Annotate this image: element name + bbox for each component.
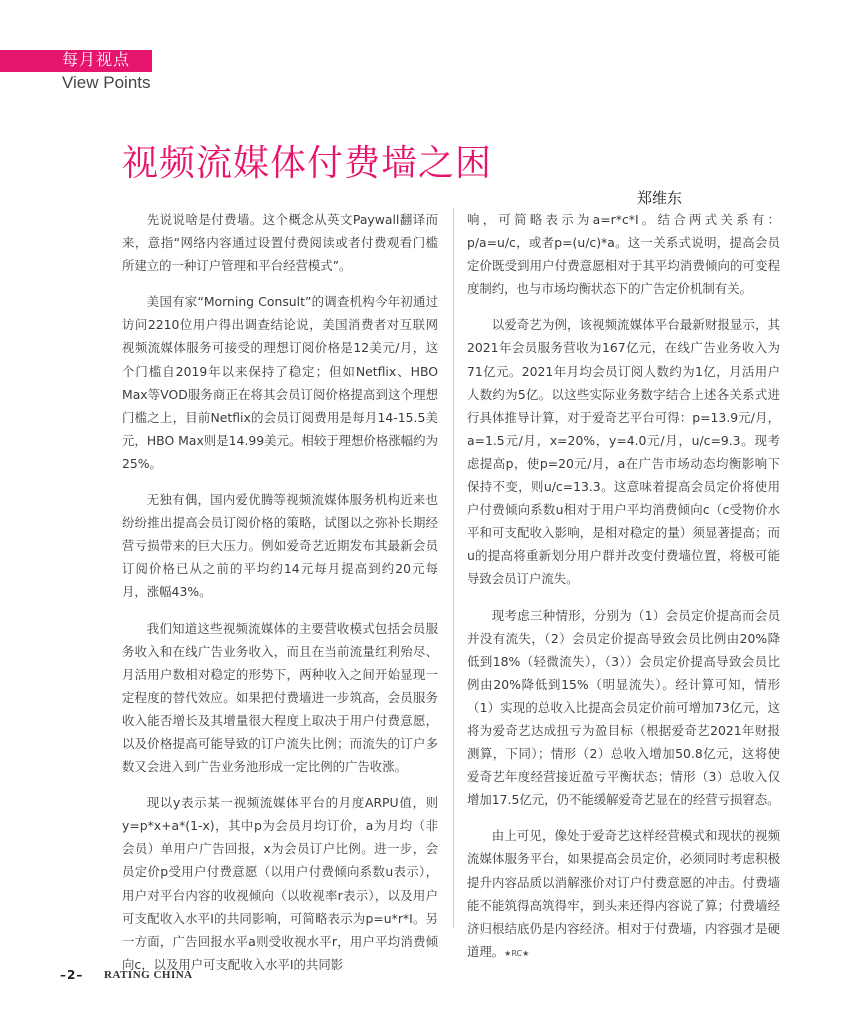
body-paragraph: 现以y表示某一视频流媒体平台的月度ARPU值，则y=p*x+a*(1-x)，其中p为会员月均订价，a为月均（非会员）单用户广告回报，x为会员订户比例。进一步，会员定价p受用户付费意愿（以用户付费倾向系数u表示），用户对平台内容的收视倾向（以收视率r表示），以及用户可支配收入水平I的共同影响，可简略表示为p=u*r*I。另一方面，广告回报水平a则受收视水平r，用户平均消费倾向c，以及用户可支配收入水平I的共同影 — [122, 795, 438, 972]
body-paragraph-continued: 响，可简略表示为a=r*c*I。结合两式关系有：p/a=u/c，或者p=(u/c)*a。这一关系式说明，提高会员定价既受到用户付费意愿相对于其平均消费倾向的可变程度制约，也与市场均衡状态下的广告定价机制有关。 — [467, 212, 780, 297]
body-paragraph: 我们知道这些视频流媒体的主要营收模式包括会员服务收入和在线广告业务收入，而且在当前流量红利殆尽、月活用户数相对稳定的形势下，两种收入之间开始显现一定程度的替代效应。如果把付费墙进一步筑高，会员服务收入能否增长及其增量很大程度上取决于用户付费意愿，以及价格提高可能导致的订户流失比例；而流失的订户多数又会进入到广告业务池形成一定比例的广告收涨。 — [122, 620, 438, 775]
end-mark: ★RC★ — [504, 948, 530, 958]
body-paragraph: 无独有偶，国内爱优腾等视频流媒体服务机构近来也纷纷推出提高会员订阅价格的策略，试图以之弥补长期经营亏损带来的巨大压力。例如爱奇艺近期发布其最新会员订阅价格已从之前的平均约14元每月提高到约20元每月，涨幅43%。 — [122, 492, 438, 600]
right-column — [467, 208, 780, 978]
column-divider — [453, 208, 454, 928]
body-paragraph: 以爱奇艺为例，该视频流媒体平台最新财报显示，其2021年会员服务营收为167亿元，在线广告业务收入为71亿元。2021年月均会员订阅人数约为1亿，月活用户人数约为5亿。以这些实际业务数字结合上述各关系式进行具体推导计算，对于爱奇艺平台可得：p=13.9元/月，a=1.5元/月，x=20%，y=4.0元/月，u/c=9.3。现考虑提高p，使p=20元/月，a在广告市场动态均衡影响下保持不变，则u/c=13.3。这意味着提高会员定价将使用户付费倾向系数u相对于用户平均消费倾向c（c受物价水平和可支配收入影响，是相对稳定的量）须显著提高；而u的提高将重新划分用户群并改变付费墙位置，将极可能导致会员订户流失。 — [467, 317, 780, 587]
article-author: 郑维东 — [637, 189, 683, 207]
section-label: 每月视点 — [62, 50, 131, 69]
left-column — [122, 208, 438, 989]
magazine-name: RATING CHINA — [104, 969, 193, 981]
page-number: –2– — [60, 968, 84, 982]
final-text: 由上可见，像处于爱奇艺这样经营模式和现状的视频流媒体服务平台，如果提高会员定价，必须同时考虑积极提升内容品质以消解涨价对订户付费意愿的冲击。付费墙能不能筑得高筑得牢，到头来还得内容说了算；付费墙经济归根结底仍是内容经济。相对于付费墙，内容强才是硬道理。 — [467, 828, 780, 959]
body-paragraph: 现考虑三种情形，分别为（1）会员定价提高而会员并没有流失，（2）会员定价提高导致会员比例由20%降低到18%（轻微流失），（3））会员定价提高导致会员比例由20%降低到15%（明显流失）。经计算可知，情形（1）实现的总收入比提高会员定价前可增加73亿元，这将为爱奇艺达成扭亏为盈目标（根据爱奇艺2021年财报测算，下同）；情形（2）总收入增加50.8亿元，这将使爱奇艺年度经营接近盈亏平衡状态；情形（3）总收入仅增加17.5亿元，仍不能缓解爱奇艺显在的经营亏损窘态。 — [467, 607, 780, 808]
section-subtitle: View Points — [62, 73, 151, 92]
body-paragraph: 先说说啥是付费墙。这个概念从英文Paywall翻译而来，意指“网络内容通过设置付费阅读或者付费观看门槛所建立的一种订户管理和平台经营模式”。 — [122, 212, 438, 274]
body-paragraph-final — [467, 824, 780, 965]
body-paragraph: 美国有家“Morning Consult”的调查机构今年初通过访问2210位用户得出调查结论说，美国消费者对互联网视频流媒体服务可接受的理想订阅价格是12美元/月，这个门槛自2019年以来保持了稳定；但如Netflix、HBO Max等VOD服务商正在将其会员订阅价格提高到这个理想门槛之上，目前Netflix的会员订阅费用是每月14-15.5美元，HBO Max则是14.99美元。相较于理想价格涨幅约为25%。 — [122, 294, 438, 471]
article-title: 视频流媒体付费墙之困 — [122, 143, 493, 184]
